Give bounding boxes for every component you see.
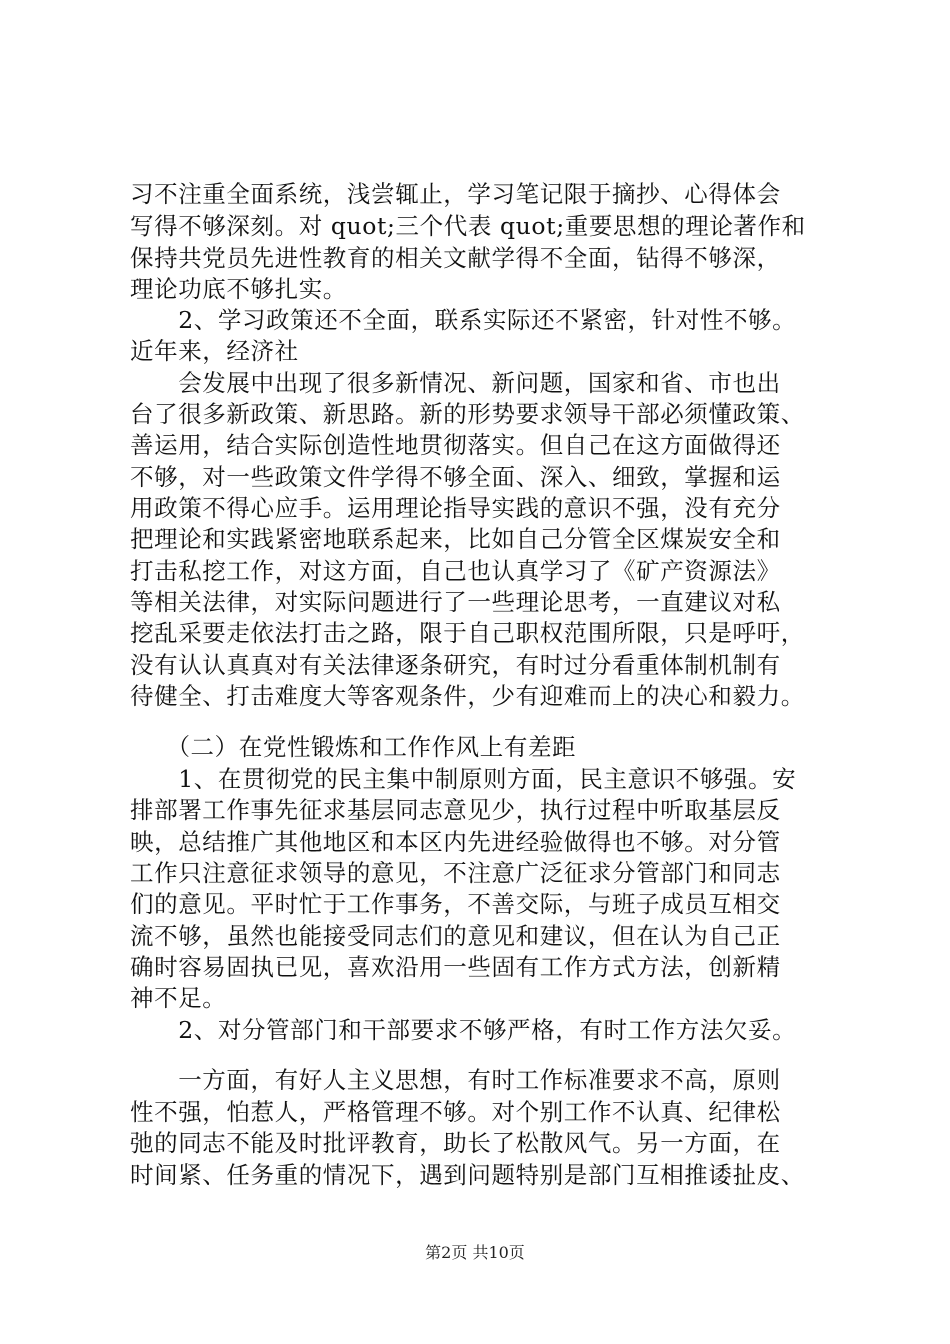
text-line: 映，总结推广其他地区和本区内先进经验做得也不够。对分管: [130, 828, 781, 856]
text-line: 排部署工作事先征求基层同志意见少，执行过程中听取基层反: [130, 796, 781, 824]
text-line: 时间紧、任务重的情况下，遇到问题特别是部门互相推诿扯皮、: [130, 1161, 805, 1189]
text-line: 神不足。: [130, 984, 227, 1012]
text-line: 2、学习政策还不全面，联系实际还不紧密，针对性不够。: [130, 306, 797, 334]
page-footer: 第2页 共10页: [425, 1243, 525, 1262]
text-line: 1、在贯彻党的民主集中制原则方面，民主意识不够强。安: [130, 765, 797, 793]
text-line: 善运用，结合实际创造性地贯彻落实。但自己在这方面做得还: [130, 431, 781, 459]
text-line: 近年来，经济社: [130, 337, 299, 365]
text-line: 挖乱采要走依法打击之路，限于自己职权范围所限，只是呼吁，: [130, 619, 805, 647]
text-line: 等相关法律，对实际问题进行了一些理论思考，一直建议对私: [130, 588, 781, 616]
text-line: 打击私挖工作，对这方面，自己也认真学习了《矿产资源法》: [130, 557, 781, 585]
text-line: 们的意见。平时忙于工作事务，不善交际，与班子成员互相交: [130, 890, 781, 918]
text-line: 流不够，虽然也能接受同志们的意见和建议，但在认为自己正: [130, 922, 781, 950]
text-line: 保持共党员先进性教育的相关文献学得不全面，钻得不够深，: [130, 244, 781, 272]
text-line: 待健全、打击难度大等客观条件，少有迎难而上的决心和毅力。: [130, 682, 805, 710]
text-line: 确时容易固执已见，喜欢沿用一些固有工作方式方法，创新精: [130, 953, 781, 981]
text-line: 会发展中出现了很多新情况、新问题，国家和省、市也出: [130, 369, 781, 397]
text-line: 把理论和实践紧密地联系起来，比如自己分管全区煤炭安全和: [130, 525, 781, 553]
text-line: 工作只注意征求领导的意见，不注意广泛征求分管部门和同志: [130, 859, 781, 887]
text-line: 用政策不得心应手。运用理论指导实践的意识不强，没有充分: [130, 494, 781, 522]
section-heading: （二）在党性锻炼和工作作风上有差距: [130, 733, 577, 761]
text-line: 弛的同志不能及时批评教育，助长了松散风气。另一方面，在: [130, 1129, 781, 1157]
text-line: 理论功底不够扎实。: [130, 275, 347, 303]
text-line: 2、对分管部门和干部要求不够严格，有时工作方法欠妥。: [130, 1016, 797, 1044]
text-line: 台了很多新政策、新思路。新的形势要求领导干部必须懂政策、: [130, 400, 805, 428]
text-line: 不够，对一些政策文件学得不够全面、深入、细致，掌握和运: [130, 463, 781, 491]
text-line: 习不注重全面系统，浅尝辄止，学习笔记限于摘抄、心得体会: [130, 180, 781, 208]
text-line: 写得不够深刻。对 quot;三个代表 quot;重要思想的理论著作和: [130, 212, 806, 240]
text-line: 一方面，有好人主义思想，有时工作标准要求不高，原则: [130, 1066, 781, 1094]
text-line: 没有认认真真对有关法律逐条研究，有时过分看重体制机制有: [130, 651, 781, 679]
text-line: 性不强，怕惹人，严格管理不够。对个别工作不认真、纪律松: [130, 1098, 781, 1126]
